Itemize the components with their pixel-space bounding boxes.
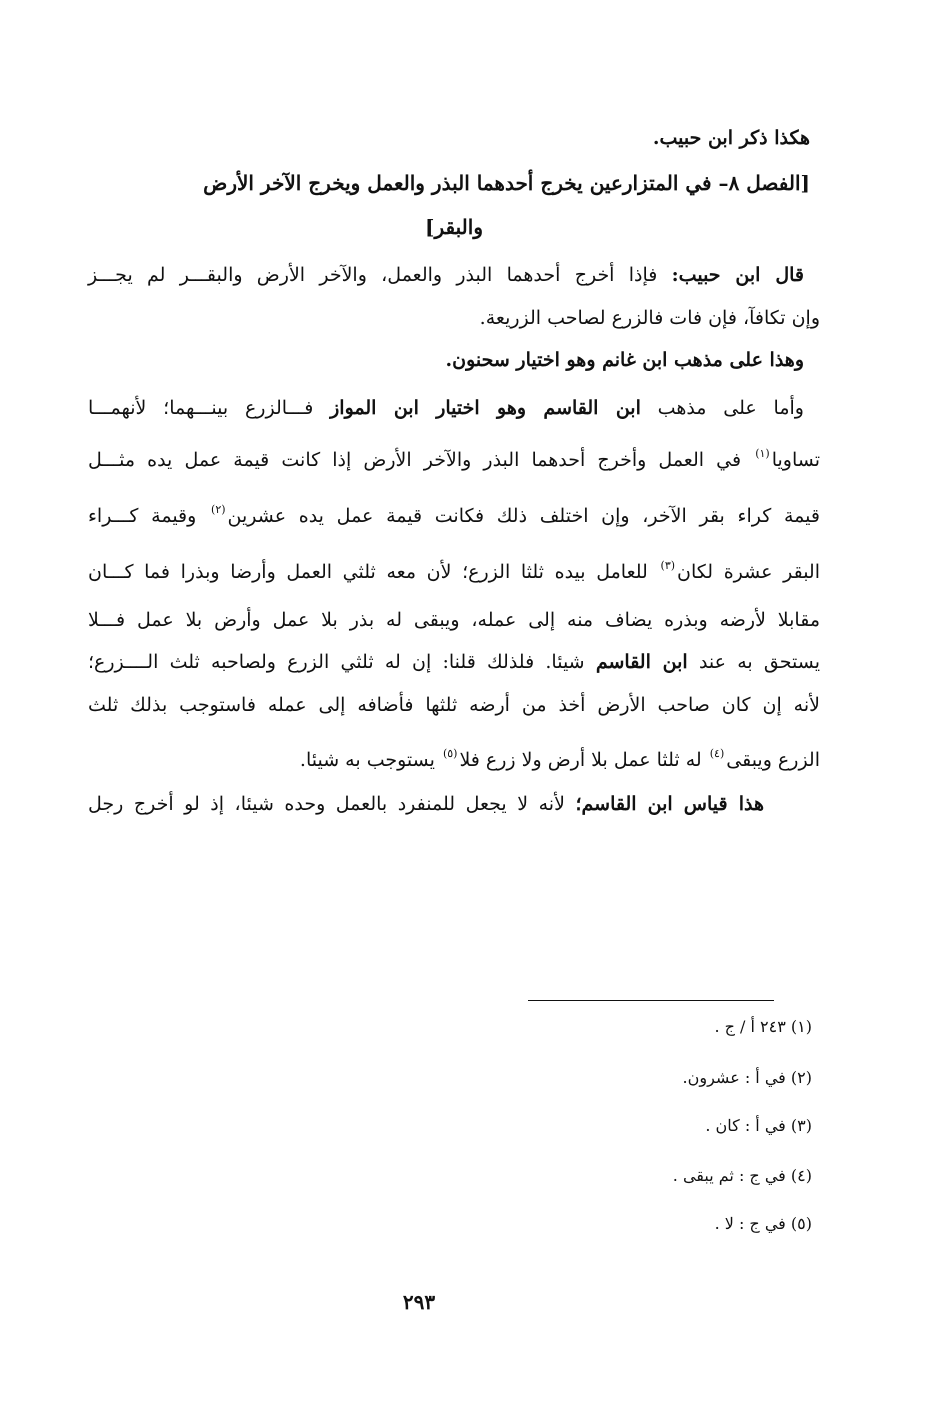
text-line-9: مقابلا لأرضه وبذره يضاف منه إلى عمله، ويبقى له بذر بلا عمل وأرض بلا عمل فـــلا [88,609,820,631]
paragraph-3-line-1 [88,396,804,420]
text-run: يستحق به عند [698,651,821,673]
opening-line: هكذا ذكر ابن حبيب. [652,127,810,149]
footnote-4: (٤) في ج : ثم يبقى . [672,1166,812,1185]
text-run: وقيمة كـــراء [88,505,197,527]
text-line-10 [88,650,820,674]
page-number: ٢٩٣ [402,1290,436,1314]
footnote-5: (٥) في ج : لا . [714,1214,812,1233]
footnote-2: (٢) في أ : عشرون. [682,1068,812,1087]
text-line-12 [300,748,820,772]
text-line-11: لأنه إن كان صاحب الأرض أخذ من أرضه ثلثها فأضافه إلى عمله فاستوجب بذلك ثلث [88,694,820,716]
footnote-3: (٣) في أ : كان . [705,1116,812,1135]
text-run: يستوجب به شيئا. [299,749,435,771]
speaker-name: قال ابن حبيب: [671,264,804,286]
bold-run: هذا قياس ابن القاسم؛ [575,793,764,815]
footnote-marker-3: (٣) [660,559,676,572]
footnote-marker-5: (٥) [442,747,458,760]
text-line-8 [88,560,820,584]
bold-run: ابن القاسم [595,651,688,673]
bold-run: ابن القاسم وهو اختيار ابن المواز [330,397,641,419]
footnote-1: (١) ٢٤٣ أ / ج . [714,1017,812,1036]
text-line-13 [88,792,764,816]
text-run: فـــالزرع بينـــهما؛ لأنهمـــا [88,397,314,419]
paragraph-1-line-2: وإن تكافآ، فإن فات فالزرع لصاحب الزريعة. [479,307,820,329]
footnote-marker-1: (١) [755,447,770,460]
footnote-marker-2: (٢) [211,503,226,516]
text-run: الزرع ويبقى [726,749,820,771]
text-run: وأما على مذهب [657,397,804,419]
text-line-7 [88,504,820,528]
footnote-separator [528,1000,774,1001]
text-run: لأنه لا يجعل للمنفرد بالعمل وحده شيئا، إذ لو أخرج رجل [88,793,565,815]
text-run: قيمة كراء بقر الآخر، وإن اختلف ذلك فكانت قيمة عمل يده عشرين [227,505,820,527]
text-run: للعامل بيده ثلثا الزرع؛ لأن معه ثلثي العمل وأرضا وبذرا فما كـــان [88,561,648,583]
paragraph-2: وهذا على مذهب ابن غانم وهو اختيار سحنون. [445,349,804,371]
text-line-6 [88,448,820,472]
chapter-heading-line2: والبقر] [425,215,483,239]
footnote-marker-4: (٤) [709,747,725,760]
text-run: شيئا. فلذلك قلنا: إن له ثلثي الزرع ولصاحبه ثلث الــــزرع؛ [88,651,585,673]
text-run: له ثلثا عمل بلا أرض ولا زرع فلا [459,749,702,771]
chapter-heading-line1: [الفصل ٨– في المتزارعين يخرج أحدهما البذر والعمل ويخرج الآخر الأرض [203,171,810,195]
paragraph-1-line-1 [88,263,804,287]
paragraph-1-text: فإذا أخرج أحدهما البذر والعمل، والآخر الأرض والبقـــر لم يجـــز [88,264,658,286]
text-run: البقر عشرة لكان [677,561,820,583]
text-run: في العمل وأخرج أحدهما البذر والآخر الأرض إذا كانت قيمة عمل يده مثـــل [88,449,742,471]
text-run: تساويا [771,449,820,471]
